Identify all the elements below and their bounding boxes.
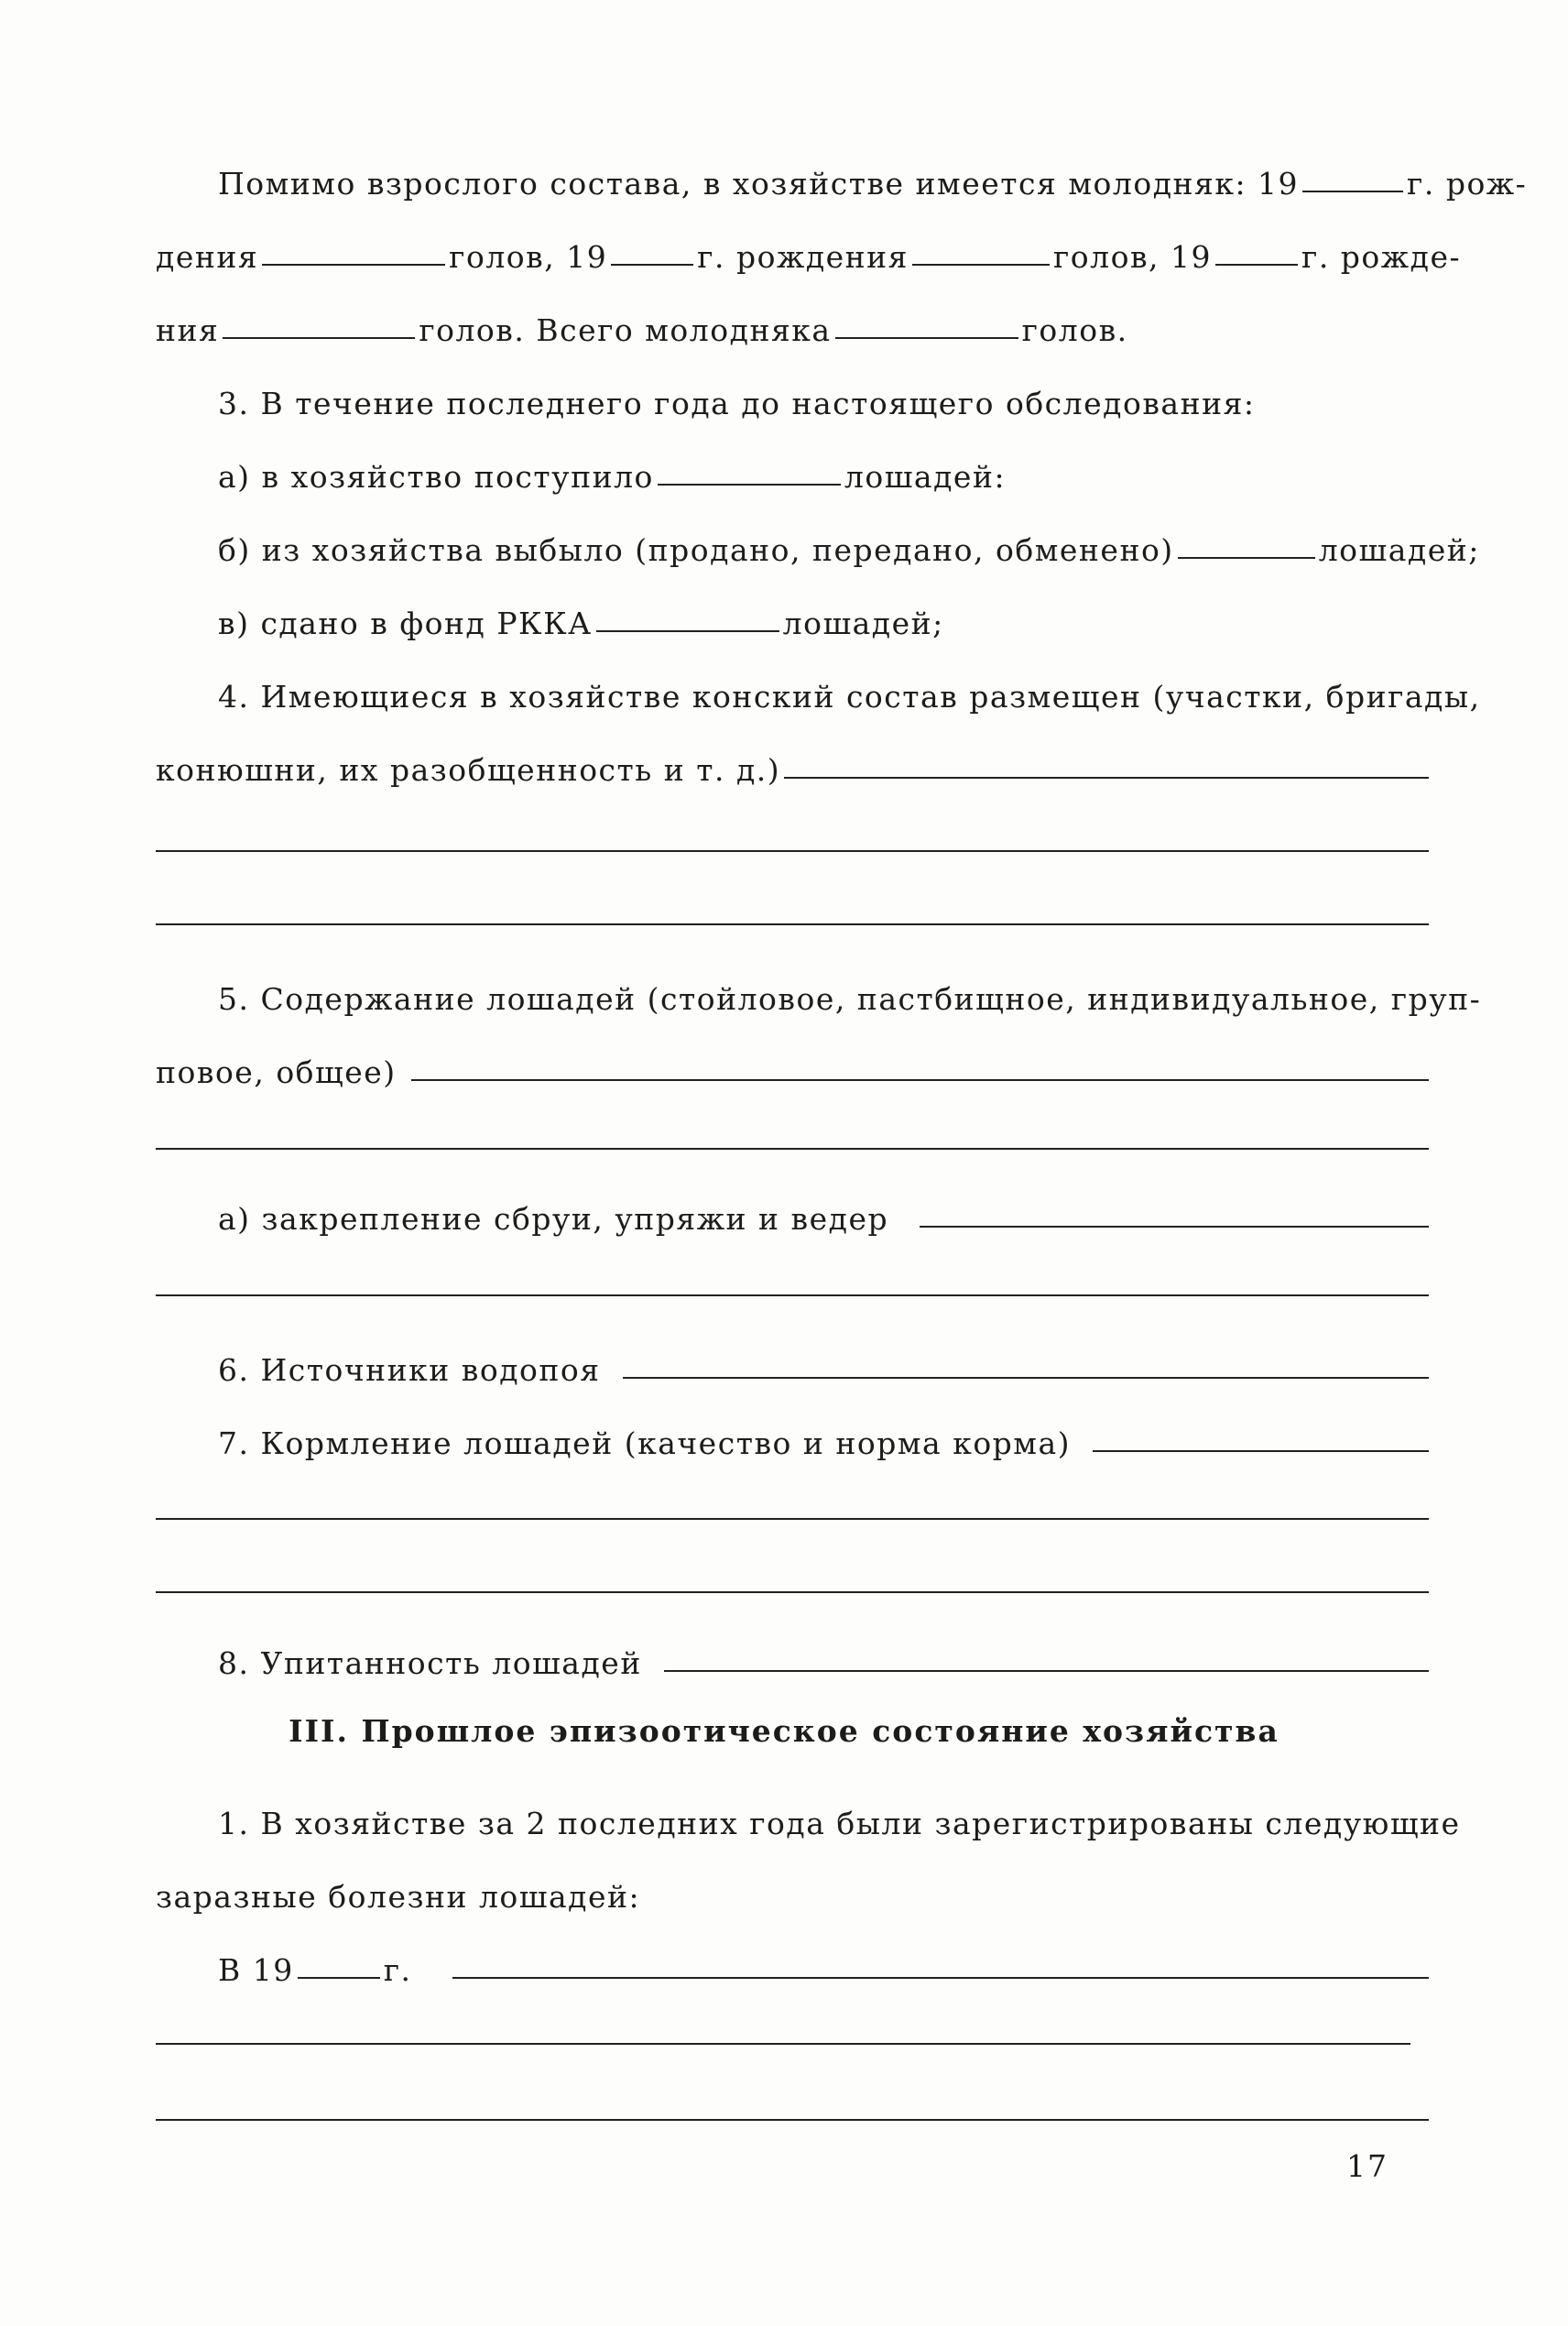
young-stock-text-5: г. рождения <box>697 239 909 275</box>
young-count-blank-3[interactable] <box>223 337 415 339</box>
year-prefix: В 19 <box>218 1952 294 1988</box>
young-stock-text-2: г. рож- <box>1407 166 1528 202</box>
young-count-blank-1[interactable] <box>262 264 445 266</box>
housing-blank[interactable] <box>411 1079 1429 1081</box>
water-source-blank[interactable] <box>623 1377 1429 1379</box>
item8-text: 8. Упитанность лошадей <box>218 1645 642 1681</box>
item3-a-line <box>218 440 1429 495</box>
disease-list-blank[interactable] <box>452 1977 1429 1979</box>
item7-line <box>218 1406 1429 1461</box>
young-stock-line-2 <box>156 220 1462 275</box>
condition-blank[interactable] <box>664 1670 1429 1672</box>
horses-received-blank[interactable] <box>658 484 841 486</box>
young-year-blank-2[interactable] <box>611 264 693 266</box>
young-stock-text-3: дения <box>156 239 259 275</box>
feeding-rule-2[interactable] <box>156 1591 1429 1593</box>
disease-rule-1[interactable] <box>156 2043 1410 2045</box>
young-stock-text-1: Помимо взрослого состава, в хозяйстве имеется молодняк: 19 <box>218 166 1300 202</box>
harness-blank[interactable] <box>920 1226 1429 1228</box>
item3-intro-text: 3. В течение последнего года до настоящего обследования: <box>218 386 1256 421</box>
item5-a-line <box>218 1182 1429 1237</box>
item4-line-1 <box>218 660 1481 715</box>
placement-blank[interactable] <box>784 777 1429 779</box>
item3-b-line <box>218 513 1480 568</box>
item4-text-1: 4. Имеющиеся в хозяйстве конский состав размещен (участки, бригады, <box>218 679 1481 715</box>
section3-item1-text-2: заразные болезни лошадей: <box>156 1879 641 1915</box>
disease-year-line <box>218 1933 1429 1988</box>
item6-line <box>218 1333 1429 1388</box>
harness-rule[interactable] <box>156 1294 1429 1296</box>
item3-c-line <box>218 586 1429 641</box>
item8-line <box>218 1626 1429 1681</box>
item3-b-text: б) из хозяйства выбыло (продано, передано, обменено) <box>218 532 1174 568</box>
item5-line-1 <box>218 962 1482 1017</box>
housing-rule[interactable] <box>156 1148 1429 1150</box>
section3-item1-text-1: 1. В хозяйстве за 2 последних года были зарегистрированы следующие <box>218 1806 1461 1841</box>
section3-item1-line-2 <box>156 1860 1429 1915</box>
disease-year-blank[interactable] <box>298 1977 380 1979</box>
feeding-blank[interactable] <box>1093 1450 1429 1452</box>
young-stock-line-3 <box>156 293 1429 348</box>
section-3-heading: III. Прошлое эпизоотическое состояние хозяйства <box>289 1713 1279 1749</box>
feeding-rule-1[interactable] <box>156 1518 1429 1520</box>
young-stock-text-7: г. рожде- <box>1301 239 1462 275</box>
item4-line-2 <box>156 733 1429 788</box>
young-total-blank[interactable] <box>835 337 1018 339</box>
item5-line-2 <box>156 1035 1429 1090</box>
section3-item1-line-1 <box>218 1786 1461 1841</box>
horses-rkka-blank[interactable] <box>596 630 779 632</box>
young-stock-text-8: ния <box>156 312 220 348</box>
item5-text-2: повое, общее) <box>156 1054 397 1090</box>
horses-removed-blank[interactable] <box>1178 557 1315 559</box>
item3-c-unit: лошадей; <box>782 606 944 641</box>
young-stock-text-10: голов. <box>1021 312 1128 348</box>
item3-b-unit: лошадей; <box>1318 532 1480 568</box>
young-year-blank-3[interactable] <box>1215 264 1298 266</box>
young-count-blank-2[interactable] <box>912 264 1050 266</box>
young-stock-text-4: голов, 19 <box>449 239 608 275</box>
item3-a-text: а) в хозяйство поступило <box>218 459 654 495</box>
item5-a-text: а) закрепление сбруи, упряжи и ведер <box>218 1201 889 1237</box>
item3-intro <box>218 366 1429 421</box>
year-suffix: г. <box>383 1952 412 1988</box>
item6-text: 6. Источники водопоя <box>218 1352 601 1388</box>
placement-rule-2[interactable] <box>156 923 1429 925</box>
item7-text: 7. Кормление лошадей (качество и норма корма) <box>218 1425 1072 1461</box>
page-number: 17 <box>1346 2148 1388 2184</box>
young-year-blank-1[interactable] <box>1302 191 1403 192</box>
placement-rule-1[interactable] <box>156 850 1429 852</box>
young-stock-text-6: голов, 19 <box>1052 239 1213 275</box>
item3-a-unit: лошадей: <box>844 459 1007 495</box>
item5-text-1: 5. Содержание лошадей (стойловое, пастбищное, индивидуальное, груп- <box>218 981 1482 1017</box>
young-stock-text-9: голов. Всего молодняка <box>419 312 832 348</box>
young-stock-line-1 <box>218 147 1528 202</box>
disease-rule-2[interactable] <box>156 2119 1429 2121</box>
item3-c-text: в) сдано в фонд РККА <box>218 606 593 641</box>
item4-text-2: конюшни, их разобщенность и т. д.) <box>156 752 781 788</box>
